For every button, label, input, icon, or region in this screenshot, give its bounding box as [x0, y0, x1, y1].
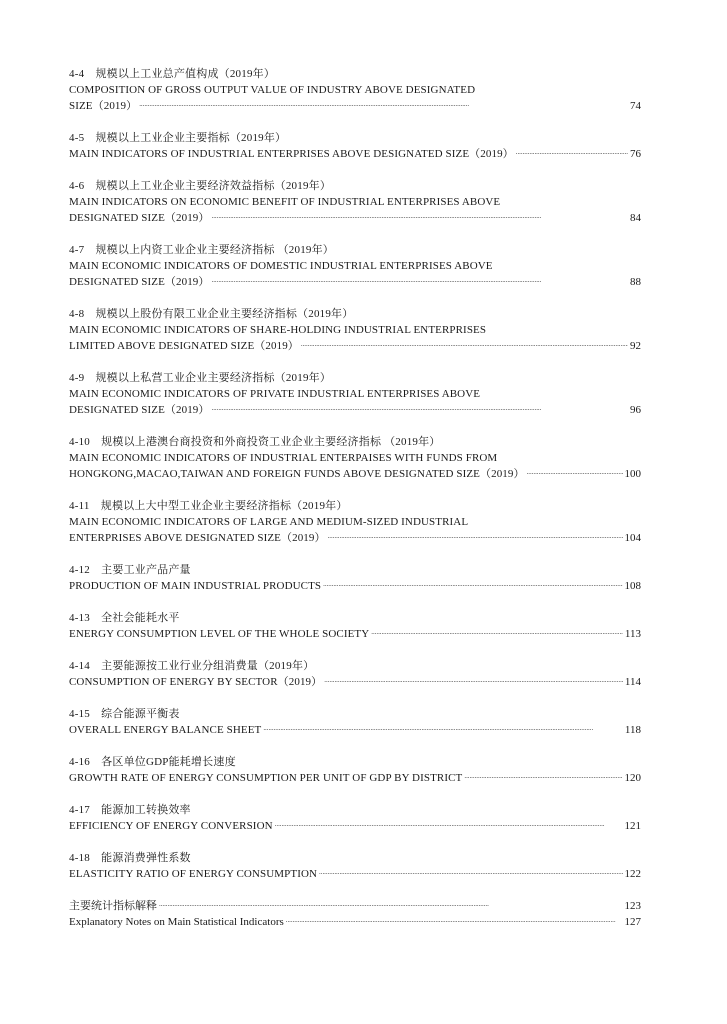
toc-entry-leader-row	[69, 338, 641, 354]
page-number: 114	[624, 676, 641, 688]
toc-entry-leader-row	[69, 530, 641, 546]
toc-entry-leader-row	[69, 626, 641, 642]
page-number: 113	[624, 628, 641, 640]
page-number: 121	[624, 820, 641, 832]
toc-entry-leader-row	[69, 146, 641, 162]
page-number: 104	[624, 532, 641, 544]
toc-entry[interactable]	[69, 370, 641, 418]
toc-entry-english-last-line: ELASTICITY RATIO OF ENERGY CONSUMPTION	[69, 868, 318, 880]
dot-leader	[301, 339, 628, 349]
page-number: 96	[630, 404, 641, 416]
dot-leader	[319, 867, 622, 877]
explanation-title: 主要统计指标解释	[69, 900, 157, 912]
toc-entry-english-last-line: EFFICIENCY OF ENERGY CONVERSION	[69, 820, 273, 832]
toc-entry-title: 4-4 规模以上工业总产值构成（2019年）	[69, 68, 276, 80]
toc-entry-english-last-line: SIZE（2019）	[69, 100, 138, 112]
toc-entry-title: 4-16 各区单位GDP能耗增长速度	[69, 756, 236, 768]
toc-entry-english-last-line: LIMITED ABOVE DESIGNATED SIZE（2019）	[69, 340, 299, 352]
toc-entry-title: 4-8 规模以上股份有限工业企业主要经济指标（2019年）	[69, 308, 354, 320]
toc-entry-english-last-line: PRODUCTION OF MAIN INDUSTRIAL PRODUCTS	[69, 580, 322, 592]
toc-entry-title: 4-9 规模以上私营工业企业主要经济指标（2019年）	[69, 372, 332, 384]
toc-entry-title: 4-11 规模以上大中型工业企业主要经济指标（2019年）	[69, 500, 348, 512]
toc-entry[interactable]	[69, 850, 641, 882]
toc-entry-title: 4-10 规模以上港澳台商投资和外商投资工业企业主要经济指标 （2019年）	[69, 436, 441, 448]
toc-entry-english-line: MAIN ECONOMIC INDICATORS OF PRIVATE INDUSTRIAL ENTERPRISES ABOVE	[69, 388, 481, 400]
page-number: 74	[630, 100, 641, 112]
toc-entry-english-line: MAIN ECONOMIC INDICATORS OF INDUSTRIAL ENTERPAISES WITH FUNDS FROM	[69, 452, 498, 464]
toc-entry-title: 4-18 能源消费弹性系数	[69, 852, 191, 864]
toc-entry-leader-row	[69, 402, 641, 418]
page-number: 76	[630, 148, 641, 160]
dot-leader	[159, 899, 623, 909]
toc-entry-title: 4-5 规模以上工业企业主要指标（2019年）	[69, 132, 287, 144]
toc-entry-title: 4-15 综合能源平衡表	[69, 708, 180, 720]
toc-explanation-row[interactable]	[69, 914, 641, 930]
toc-entry-title: 4-7 规模以上内资工业企业主要经济指标 （2019年）	[69, 244, 335, 256]
toc-entry-title: 4-14 主要能源按工业行业分组消费量（2019年）	[69, 660, 315, 672]
toc-entry[interactable]	[69, 434, 641, 482]
toc-entry-english-line: MAIN ECONOMIC INDICATORS OF DOMESTIC INDUSTRIAL ENTERPRISES ABOVE	[69, 260, 493, 272]
toc-page	[69, 66, 641, 930]
toc-entry-english-last-line: MAIN INDICATORS OF INDUSTRIAL ENTERPRISES ABOVE DESIGNATED SIZE（2019）	[69, 148, 514, 160]
toc-entry-english-line: MAIN INDICATORS ON ECONOMIC BENEFIT OF INDUSTRIAL ENTERPRISES ABOVE	[69, 196, 501, 208]
toc-entry[interactable]	[69, 130, 641, 162]
toc-entry-leader-row	[69, 674, 641, 690]
toc-entry[interactable]	[69, 498, 641, 546]
toc-entry-english-last-line: DESIGNATED SIZE（2019）	[69, 212, 210, 224]
toc-entry-title: 4-12 主要工业产品产量	[69, 564, 191, 576]
toc-entry[interactable]	[69, 562, 641, 594]
toc-entry-english-line: COMPOSITION OF GROSS OUTPUT VALUE OF INDUSTRY ABOVE DESIGNATED	[69, 84, 476, 96]
dot-leader	[328, 531, 623, 541]
toc-list	[69, 66, 641, 882]
toc-entry-leader-row	[69, 866, 641, 882]
toc-entry-leader-row	[69, 770, 641, 786]
page-number: 120	[624, 772, 641, 784]
toc-entry-leader-row	[69, 578, 641, 594]
toc-entry-leader-row	[69, 722, 641, 738]
toc-entry-english-line: MAIN ECONOMIC INDICATORS OF SHARE-HOLDING INDUSTRIAL ENTERPRISES	[69, 324, 487, 336]
toc-entry-leader-row	[69, 466, 641, 482]
dot-leader	[286, 915, 623, 925]
page-number: 127	[624, 916, 641, 928]
toc-entry[interactable]	[69, 802, 641, 834]
dot-leader	[212, 275, 628, 285]
toc-entry[interactable]	[69, 658, 641, 690]
toc-entry-title: 4-13 全社会能耗水平	[69, 612, 180, 624]
toc-entry-english-last-line: DESIGNATED SIZE（2019）	[69, 404, 210, 416]
toc-entry[interactable]	[69, 610, 641, 642]
toc-entry[interactable]	[69, 706, 641, 738]
toc-entry-leader-row	[69, 210, 641, 226]
toc-entry-title: 4-17 能源加工转换效率	[69, 804, 191, 816]
toc-entry[interactable]	[69, 66, 641, 114]
toc-entry-english-last-line: GROWTH RATE OF ENERGY CONSUMPTION PER UNIT OF GDP BY DISTRICT	[69, 772, 463, 784]
toc-entry-english-last-line: ENTERPRISES ABOVE DESIGNATED SIZE（2019）	[69, 532, 326, 544]
dot-leader	[527, 467, 623, 477]
dot-leader	[263, 723, 623, 733]
page-number: 84	[630, 212, 641, 224]
toc-entry-english-last-line: HONGKONG,MACAO,TAIWAN AND FOREIGN FUNDS ABOVE DESIGNATED SIZE（2019）	[69, 468, 525, 480]
page-number: 123	[624, 900, 641, 912]
explanatory-notes-section	[69, 898, 641, 930]
page-number: 88	[630, 276, 641, 288]
toc-entry[interactable]	[69, 754, 641, 786]
page-number: 118	[624, 724, 641, 736]
toc-entry[interactable]	[69, 178, 641, 226]
toc-entry-english-last-line: ENERGY CONSUMPTION LEVEL OF THE WHOLE SOCIETY	[69, 628, 370, 640]
explanation-title: Explanatory Notes on Main Statistical Indicators	[69, 916, 284, 928]
dot-leader	[212, 403, 628, 413]
toc-entry[interactable]	[69, 242, 641, 290]
page-number: 92	[630, 340, 641, 352]
toc-entry-leader-row	[69, 98, 641, 114]
toc-entry-english-last-line: DESIGNATED SIZE（2019）	[69, 276, 210, 288]
dot-leader	[323, 579, 622, 589]
dot-leader	[139, 99, 628, 109]
dot-leader	[212, 211, 628, 221]
dot-leader	[464, 771, 622, 781]
page-number: 100	[624, 468, 641, 480]
toc-entry[interactable]	[69, 306, 641, 354]
dot-leader	[371, 627, 623, 637]
dot-leader	[516, 147, 628, 157]
toc-entry-english-last-line: OVERALL ENERGY BALANCE SHEET	[69, 724, 262, 736]
page-number: 108	[624, 580, 641, 592]
toc-entry-english-line: MAIN ECONOMIC INDICATORS OF LARGE AND MEDIUM-SIZED INDUSTRIAL	[69, 516, 469, 528]
dot-leader	[324, 675, 623, 685]
toc-entry-leader-row	[69, 274, 641, 290]
toc-entry-leader-row	[69, 818, 641, 834]
page-number: 122	[624, 868, 641, 880]
toc-entry-english-last-line: CONSUMPTION OF ENERGY BY SECTOR（2019）	[69, 676, 323, 688]
toc-entry-title: 4-6 规模以上工业企业主要经济效益指标（2019年）	[69, 180, 332, 192]
toc-explanation-row[interactable]	[69, 898, 641, 914]
dot-leader	[275, 819, 623, 829]
